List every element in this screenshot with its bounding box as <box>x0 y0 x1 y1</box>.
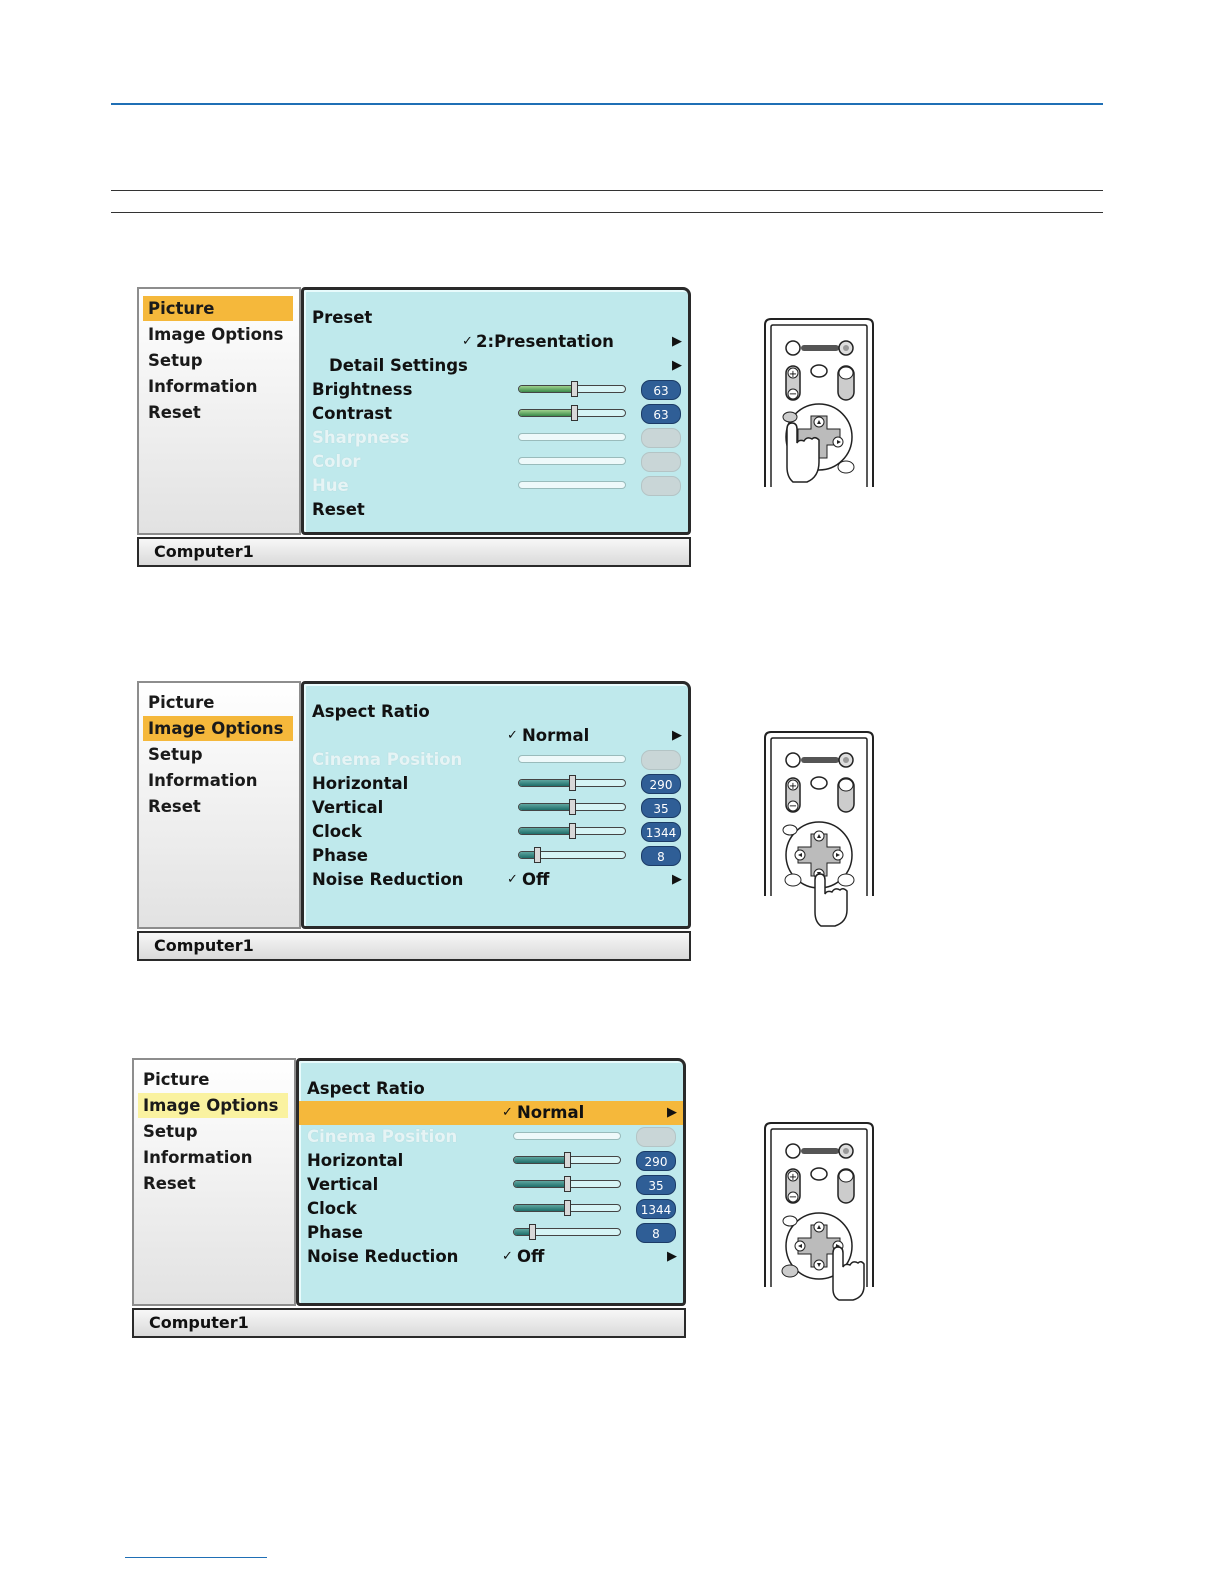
input-source: Computer1 <box>154 542 254 561</box>
phase-slider-handle[interactable] <box>534 847 541 863</box>
osd-content <box>301 681 691 929</box>
header-rule <box>111 103 1103 105</box>
check-icon: ✓ <box>502 1249 513 1264</box>
vertical-value: 35 <box>641 798 681 818</box>
menu-item-reset[interactable]: Reset <box>143 1174 196 1193</box>
menu-item-picture[interactable]: Picture <box>143 296 293 321</box>
menu-item-setup[interactable]: Setup <box>143 1122 198 1141</box>
svg-text:−: − <box>788 389 798 400</box>
brightness-value: 63 <box>641 380 681 400</box>
check-icon: ✓ <box>507 728 518 743</box>
clock-row[interactable] <box>299 1197 683 1221</box>
sharpness-slider <box>518 433 626 441</box>
check-icon: ✓ <box>502 1105 513 1120</box>
remote-right-press-illustration <box>763 1121 875 1291</box>
cinema-position-label: Cinema Position <box>312 750 463 769</box>
vertical-label: Vertical <box>307 1175 379 1194</box>
color-row <box>304 450 688 474</box>
sharpness-label: Sharpness <box>312 428 410 447</box>
right-arrow-icon: ▶ <box>667 1249 677 1264</box>
svg-text:+: + <box>788 781 798 792</box>
cinema-position-value <box>641 750 681 770</box>
menu-item-reset[interactable]: Reset <box>148 403 201 422</box>
horizontal-slider-handle[interactable] <box>569 775 576 791</box>
noise-reduction-row[interactable] <box>304 868 688 892</box>
cinema-position-slider <box>518 755 626 763</box>
vertical-row[interactable] <box>304 796 688 820</box>
cinema-position-value <box>636 1127 676 1147</box>
noise-reduction-value: Off <box>522 870 550 889</box>
aspect-ratio-row[interactable] <box>299 1077 683 1101</box>
sharpness-value <box>641 428 681 448</box>
horizontal-label: Horizontal <box>312 774 409 793</box>
menu-item-information[interactable]: Information <box>148 377 258 396</box>
menu-item-image-options[interactable]: Image Options <box>143 716 293 741</box>
menu-item-image-options[interactable]: Image Options <box>138 1093 288 1118</box>
vertical-slider-handle[interactable] <box>569 799 576 815</box>
clock-label: Clock <box>307 1199 357 1218</box>
osd-sidebar <box>132 1058 296 1306</box>
detail-settings-row[interactable] <box>304 354 688 378</box>
detail-settings-label: Detail Settings <box>329 356 468 375</box>
svg-text:−: − <box>788 1192 798 1203</box>
phase-value: 8 <box>636 1223 676 1243</box>
reset-row[interactable] <box>304 498 688 522</box>
section-rule-bottom <box>111 212 1103 213</box>
input-source: Computer1 <box>149 1313 249 1332</box>
phase-row[interactable] <box>299 1221 683 1245</box>
osd-menu-image-options-aspect <box>132 1058 686 1340</box>
right-arrow-icon: ▶ <box>672 872 682 887</box>
clock-row[interactable] <box>304 820 688 844</box>
aspect-ratio-value-row[interactable] <box>304 724 688 748</box>
reset-label: Reset <box>312 500 365 519</box>
contrast-slider-handle[interactable] <box>571 405 578 421</box>
clock-slider-handle[interactable] <box>564 1200 571 1216</box>
horizontal-row[interactable] <box>304 772 688 796</box>
hue-row <box>304 474 688 498</box>
phase-value: 8 <box>641 846 681 866</box>
horizontal-value: 290 <box>641 774 681 794</box>
input-source: Computer1 <box>154 936 254 955</box>
hue-value <box>641 476 681 496</box>
osd-sidebar <box>137 681 301 929</box>
menu-item-setup[interactable]: Setup <box>148 745 203 764</box>
horizontal-row[interactable] <box>299 1149 683 1173</box>
phase-label: Phase <box>312 846 368 865</box>
aspect-ratio-label: Aspect Ratio <box>307 1079 425 1098</box>
phase-label: Phase <box>307 1223 363 1242</box>
check-icon: ✓ <box>462 334 473 349</box>
aspect-ratio-value: Normal <box>517 1103 585 1122</box>
contrast-label: Contrast <box>312 404 393 423</box>
osd-menu-image-options <box>137 681 691 963</box>
right-arrow-icon: ▶ <box>672 728 682 743</box>
clock-value: 1344 <box>641 822 681 842</box>
aspect-ratio-row[interactable] <box>304 700 688 724</box>
preset-value-row[interactable] <box>304 330 688 354</box>
vertical-label: Vertical <box>312 798 384 817</box>
cinema-position-slider <box>513 1132 621 1140</box>
phase-slider-handle[interactable] <box>529 1224 536 1240</box>
osd-menu-picture <box>137 287 691 569</box>
cinema-position-row <box>304 748 688 772</box>
osd-sidebar <box>137 287 301 535</box>
horizontal-value: 290 <box>636 1151 676 1171</box>
right-arrow-icon: ▶ <box>667 1105 677 1120</box>
menu-item-image-options[interactable]: Image Options <box>148 325 284 344</box>
noise-reduction-row[interactable] <box>299 1245 683 1269</box>
remote-menu-press-illustration <box>763 317 875 487</box>
hue-slider <box>518 481 626 489</box>
right-arrow-icon: ▶ <box>672 334 682 349</box>
status-bar <box>137 537 691 567</box>
noise-reduction-value: Off <box>517 1247 545 1266</box>
horizontal-label: Horizontal <box>307 1151 404 1170</box>
section-rule-top <box>111 190 1103 191</box>
noise-reduction-label: Noise Reduction <box>307 1247 459 1266</box>
clock-slider-handle[interactable] <box>569 823 576 839</box>
clock-label: Clock <box>312 822 362 841</box>
status-bar <box>137 931 691 961</box>
osd-content <box>296 1058 686 1306</box>
sharpness-row <box>304 426 688 450</box>
osd-content <box>301 287 691 535</box>
contrast-value: 63 <box>641 404 681 424</box>
brightness-row[interactable] <box>304 378 688 402</box>
menu-item-information[interactable]: Information <box>143 1148 253 1167</box>
footer-rule <box>125 1557 267 1558</box>
clock-value: 1344 <box>636 1199 676 1219</box>
vertical-slider-handle[interactable] <box>564 1176 571 1192</box>
color-value <box>641 452 681 472</box>
cinema-position-label: Cinema Position <box>307 1127 458 1146</box>
color-slider <box>518 457 626 465</box>
menu-item-setup[interactable]: Setup <box>148 351 203 370</box>
vertical-row[interactable] <box>299 1173 683 1197</box>
check-icon: ✓ <box>507 872 518 887</box>
hue-label: Hue <box>312 476 349 495</box>
menu-item-information[interactable]: Information <box>148 771 258 790</box>
horizontal-slider-handle[interactable] <box>564 1152 571 1168</box>
remote-down-press-illustration <box>763 730 875 900</box>
contrast-row[interactable] <box>304 402 688 426</box>
aspect-ratio-value-row[interactable] <box>299 1101 683 1125</box>
aspect-ratio-label: Aspect Ratio <box>312 702 430 721</box>
preset-label: Preset <box>312 308 373 327</box>
svg-text:+: + <box>788 1172 798 1183</box>
preset-value: 2:Presentation <box>476 332 614 351</box>
menu-item-reset[interactable]: Reset <box>148 797 201 816</box>
phase-row[interactable] <box>304 844 688 868</box>
status-bar <box>132 1308 686 1338</box>
color-label: Color <box>312 452 361 471</box>
svg-text:−: − <box>788 801 798 812</box>
svg-text:+: + <box>788 369 798 380</box>
preset-row[interactable] <box>304 306 688 330</box>
aspect-ratio-value: Normal <box>522 726 590 745</box>
noise-reduction-label: Noise Reduction <box>312 870 464 889</box>
cinema-position-row <box>299 1125 683 1149</box>
vertical-value: 35 <box>636 1175 676 1195</box>
right-arrow-icon: ▶ <box>672 358 682 373</box>
brightness-label: Brightness <box>312 380 413 399</box>
menu-item-picture[interactable]: Picture <box>143 1070 210 1089</box>
menu-item-picture[interactable]: Picture <box>148 693 215 712</box>
brightness-slider-handle[interactable] <box>571 381 578 397</box>
